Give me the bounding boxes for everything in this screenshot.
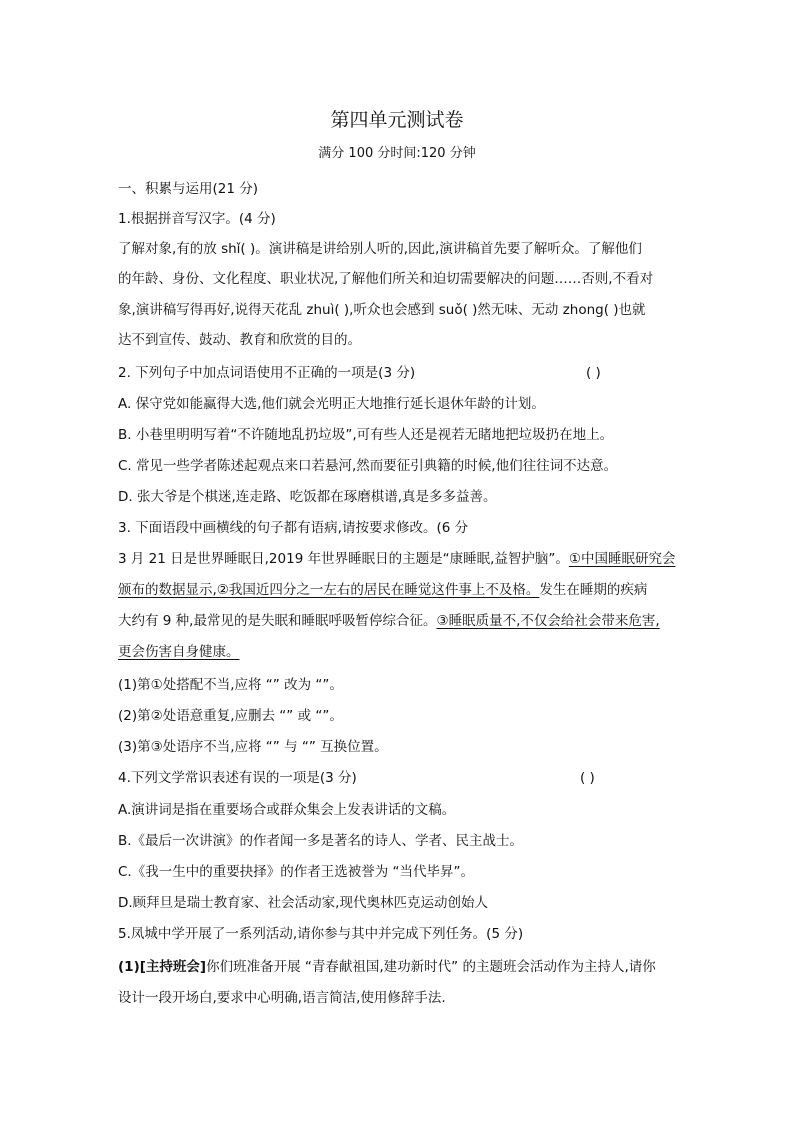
q1-text-line-4: 达不到宣传、鼓动、教育和欣赏的目的。 [118, 332, 361, 348]
q3-underlined-sentence-1: ①中国睡眠研究会 [568, 551, 676, 567]
q3-passage-plain: 大约有 9 种,最常见的是失眠和睡眠呼吸暂停综合征。 [118, 613, 437, 629]
q5-sub-1-label: (1)[主持班会] [118, 959, 207, 975]
q1-text-line-2: 的年龄、身份、文化程度、职业状况,了解他们所关和迫切需要解决的问题……否则,不看对 [118, 271, 654, 287]
q3-passage-line-3 [118, 612, 660, 630]
q5-sub-1-text: 你们班准备开展 “青春献祖国,建功新时代” 的主题班会活动作为主持人,请你 [206, 959, 656, 975]
q4-option-a: A.演讲词是指在重要场合或群众集会上发表讲话的文稿。 [118, 802, 456, 818]
q5-sub-1-line-1 [118, 958, 656, 976]
q4-stem: 4.下列文学常识表述有误的一项是(3 分) [118, 770, 357, 786]
q1-text-line-1: 了解对象,有的放 shǐ( )。演讲稿是讲给别人听的,因此,演讲稿首先要了解听众。了解他们 [118, 241, 642, 257]
q2-option-c: C. 常见一些学者陈述起观点来口若悬河,然而要征引典籍的时候,他们往往词不达意。 [118, 458, 618, 474]
q2-option-b: B. 小巷里明明写着“不许随地乱扔垃圾”,可有些人还是视若无睹地把垃圾扔在地上。 [118, 427, 614, 443]
q2-option-a: A. 保守党如能赢得大选,他们就会光明正大地推行延长退休年龄的计划。 [118, 396, 545, 412]
q2-option-d: D. 张大爷是个棋迷,连走路、吃饭都在琢磨棋谱,真是多多益善。 [118, 489, 497, 505]
q2-answer-blank: ( ) [586, 365, 601, 381]
q5-sub-1-line-2: 设计一段开场白,要求中心明确,语言简洁,使用修辞手法. [118, 990, 446, 1006]
q3-sub-1: (1)第①处搭配不当,应将 “” 改为 “”。 [118, 677, 343, 693]
q1-text-line-3: 象,演讲稿写得再好,说得天花乱 zhuì( ),听众也会感到 suǒ( )然无味、无动 zhong( )也就 [118, 302, 646, 318]
q3-passage-line-1 [118, 550, 675, 568]
page-title: 第四单元测试卷 [330, 109, 464, 131]
q4-option-b: B.《最后一次讲演》的作者闻一多是著名的诗人、学者、民主战士。 [118, 833, 524, 849]
q4-option-d: D.顾拜旦是瑞士教育家、社会活动家,现代奥林匹克运动创始人 [118, 895, 488, 911]
q3-sub-2: (2)第②处语意重复,应删去 “” 或 “”。 [118, 708, 343, 724]
q3-passage-plain: 发生在睡期的疾病 [539, 582, 648, 598]
q3-passage-line-2 [118, 581, 647, 599]
q3-passage-line-4 [118, 643, 240, 661]
q5-stem: 5.凤城中学开展了一系列活动,请你参与其中并完成下列任务。(5 分) [118, 926, 524, 942]
q3-underlined-sentence-2: 颁布的数据显示,②我国近四分之一左右的居民在睡觉这件事上不及格。 [118, 582, 540, 598]
q4-answer-blank: ( ) [580, 770, 595, 786]
q1-stem: 1.根据拼音写汉字。(4 分) [118, 211, 276, 227]
q3-underlined-sentence-3-cont: 更会伤害自身健康。 [118, 644, 240, 660]
q3-sub-3: (3)第③处语序不当,应将 “” 与 “” 互换位置。 [118, 739, 388, 755]
q3-passage-plain: 3 月 21 日是世界睡眠日,2019 年世界睡眠日的主题是“康睡眠,益智护脑”。 [118, 551, 569, 567]
q3-stem: 3. 下面语段中画横线的句子都有语病,请按要求修改。(6 分 [118, 520, 469, 536]
q2-stem: 2. 下列句子中加点词语使用不正确的一项是(3 分) [118, 365, 416, 381]
q3-underlined-sentence-3: ③睡眠质量不,不仅会给社会带来危害, [436, 613, 660, 629]
q4-option-c: C.《我一生中的重要抉择》的作者王选被誉为 “当代毕昇”。 [118, 864, 474, 880]
page-subtitle: 满分 100 分时间:120 分钟 [318, 146, 476, 161]
section-heading: 一、积累与运用(21 分) [118, 181, 259, 197]
